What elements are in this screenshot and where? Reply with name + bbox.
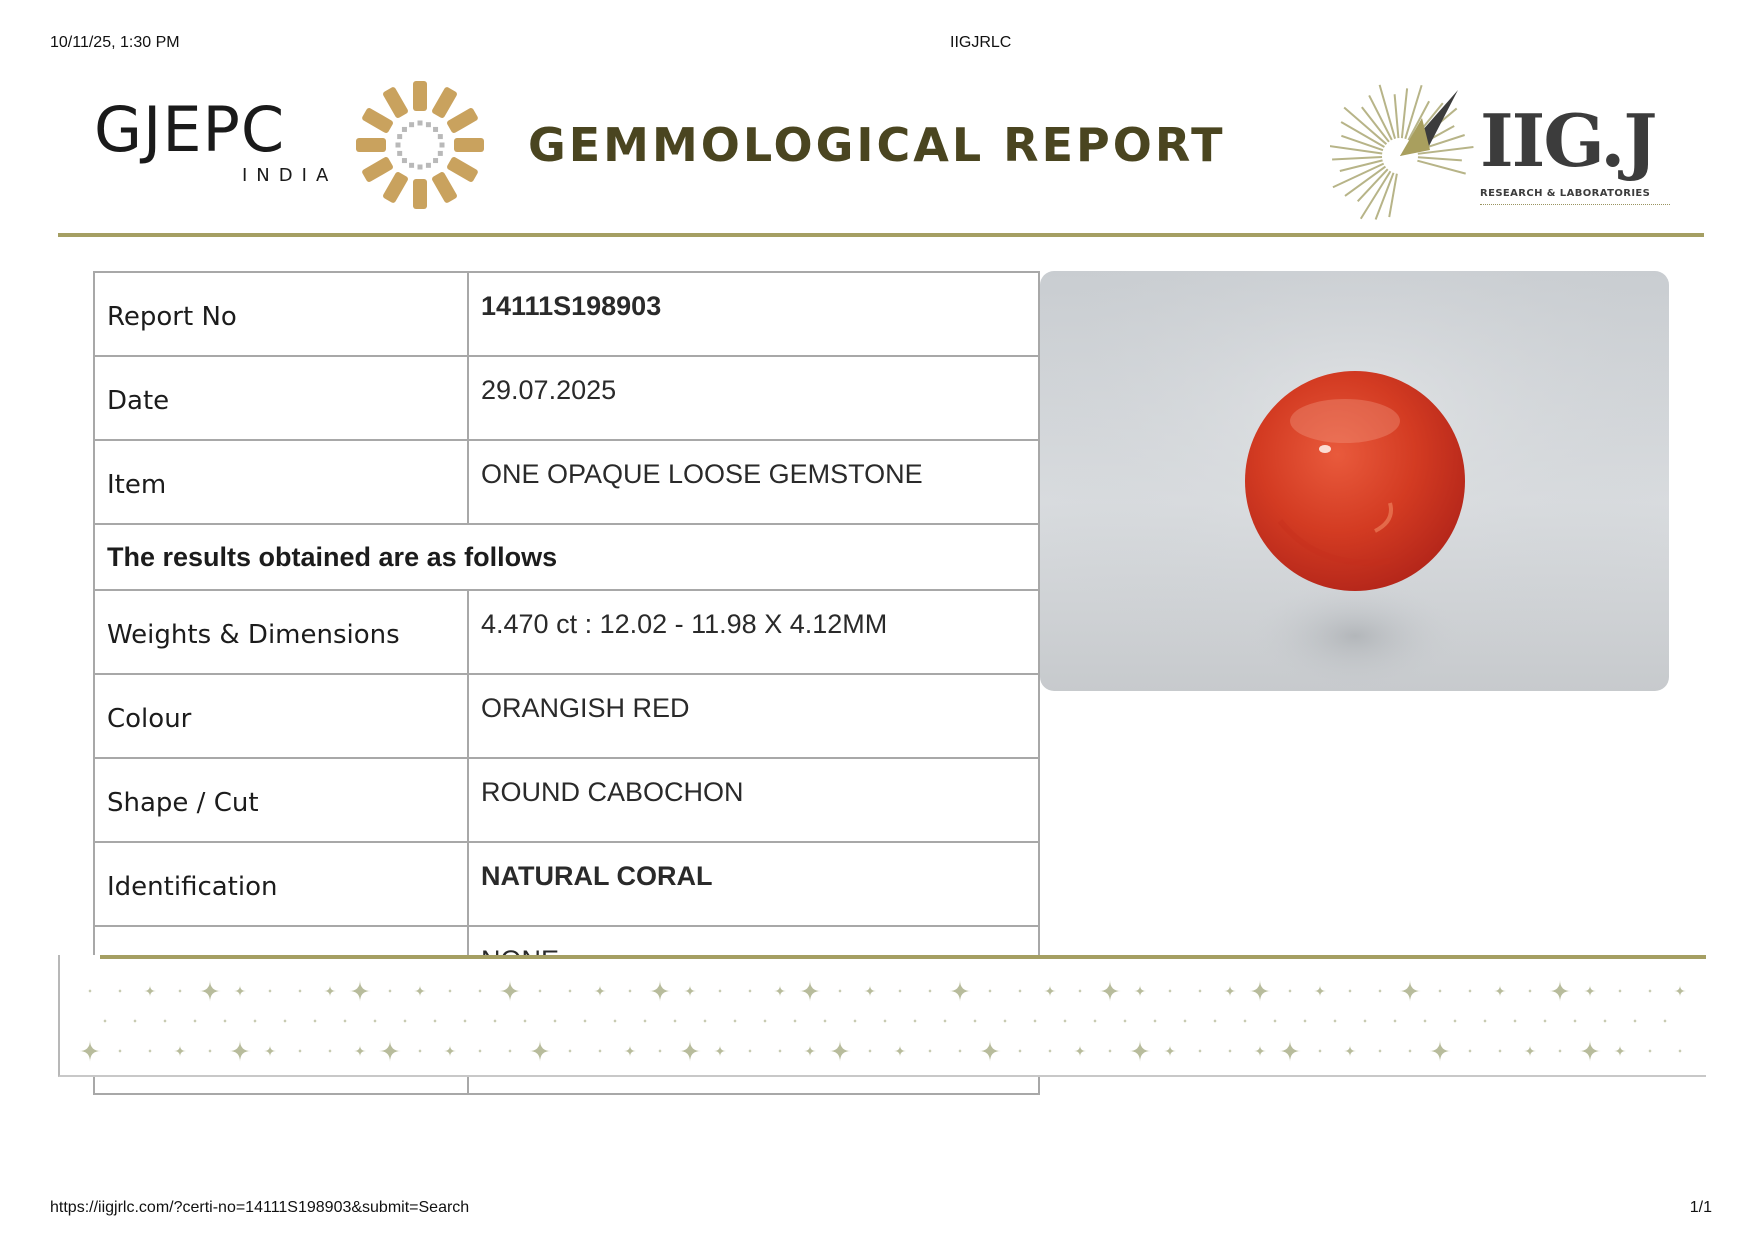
table-row: [94, 524, 1039, 590]
decorative-sparkle-band: [58, 955, 1706, 1077]
table-row: [94, 440, 1039, 524]
table-row: [94, 590, 1039, 674]
field-value: NATURAL CORAL: [468, 842, 1039, 926]
report-title: GEMMOLOGICAL REPORT: [528, 118, 1226, 172]
gjepc-logo-text: GJEPC: [94, 93, 286, 166]
results-section-heading: The results obtained are as follows: [94, 524, 1039, 590]
field-label: Report No: [94, 272, 468, 356]
print-url: https://iigjrlc.com/?certi-no=14111S198903&submit=Search: [50, 1199, 470, 1216]
iigj-logo-text: IIG.J: [1480, 98, 1656, 183]
print-page-title: IIGJRLC: [950, 34, 1012, 51]
field-label: Identification: [94, 842, 468, 926]
gjepc-logo-subtext: INDIA: [242, 165, 338, 186]
coral-cabochon-image: [1040, 271, 1669, 691]
field-value: ONE OPAQUE LOOSE GEMSTONE: [468, 440, 1039, 524]
field-label: Date: [94, 356, 468, 440]
gemstone-photo: [1040, 271, 1669, 691]
gjepc-emblem-icon: [352, 77, 488, 213]
table-row: [94, 272, 1039, 356]
iigj-starburst-icon: [1330, 78, 1480, 223]
sparkle-pattern-icon: [60, 955, 1706, 1075]
iigj-tagline-line: [1480, 204, 1670, 211]
field-label: Weights & Dimensions: [94, 590, 468, 674]
print-page-number: 1/1: [1689, 1199, 1712, 1216]
iigj-logo: [1330, 78, 1675, 223]
field-value: 4.470 ct : 12.02 - 11.98 X 4.12MM: [468, 590, 1039, 674]
field-value: 14111S198903: [468, 272, 1039, 356]
field-label: Shape / Cut: [94, 758, 468, 842]
table-row: [94, 758, 1039, 842]
gjepc-logo: [90, 75, 500, 215]
field-value: ORANGISH RED: [468, 674, 1039, 758]
footer-band-rule: [100, 955, 1706, 959]
table-row: [94, 674, 1039, 758]
iigj-logo-subtext: RESEARCH & LABORATORIES: [1480, 188, 1651, 199]
field-label: Item: [94, 440, 468, 524]
header-divider: [58, 233, 1704, 237]
field-value: 29.07.2025: [468, 356, 1039, 440]
table-row: [94, 356, 1039, 440]
field-label: Colour: [94, 674, 468, 758]
table-row: [94, 842, 1039, 926]
print-datetime: 10/11/25, 1:30 PM: [50, 34, 180, 51]
field-value: ROUND CABOCHON: [468, 758, 1039, 842]
